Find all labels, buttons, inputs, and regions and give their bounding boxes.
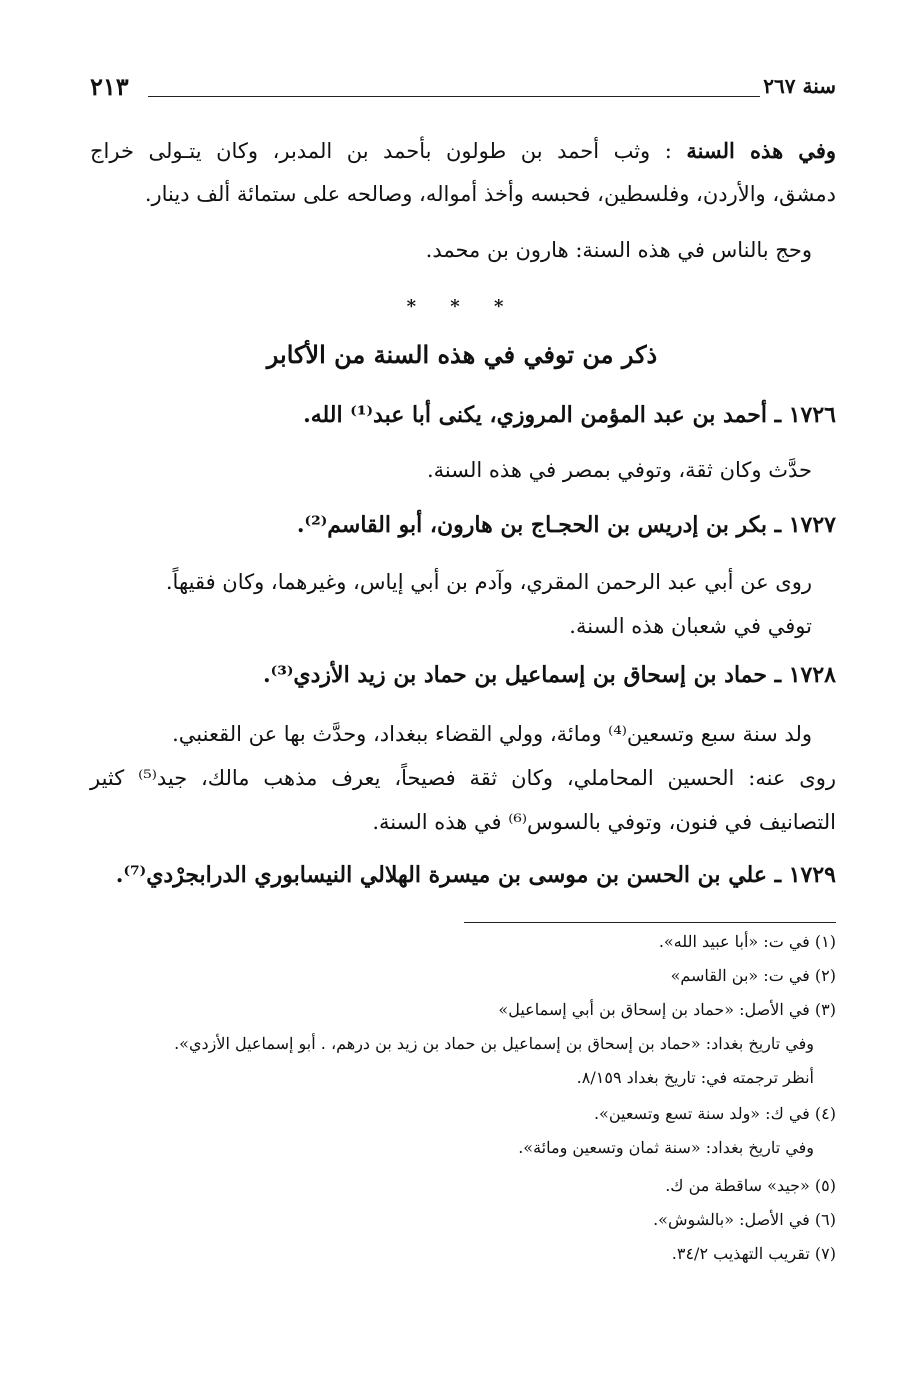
entry-text-1727-2: توفي في شعبان هذه السنة. (569, 614, 812, 638)
header-rule (148, 96, 760, 97)
footnote-rule (464, 922, 836, 923)
entry-heading-1726: ١٧٢٦ ـ أحمد بن عبد المؤمن المروزي، يكنى أبا عبد⁽¹⁾ الله. (303, 402, 836, 428)
intro-lead: وفي هذه السنة (686, 138, 836, 163)
footnote-1: (١) في ت: «أبا عبيد الله». (658, 932, 836, 951)
entry-text-1727-1: روى عن أبي عبد الرحمن المقري، وآدم بن أبي إياس، وغيرهما، وكان فقيهاً. (165, 570, 812, 594)
footnote-3: (٣) في الأصل: «حماد بن إسحاق بن أبي إسماعيل» (498, 1000, 836, 1019)
section-separator: * * * (406, 296, 518, 317)
footnote-2: (٢) في ت: «بن القاسم» (670, 966, 836, 985)
footnote-4-cont: وفي تاريخ بغداد: «سنة ثمان وتسعين ومائة». (518, 1138, 814, 1157)
running-title: سنة ٢٦٧ (763, 74, 836, 98)
footnote-5: (٥) «جيد» ساقطة من ك. (665, 1176, 836, 1195)
footnote-7: (٧) تقريب التهذيب ٣٤/٢. (671, 1244, 836, 1263)
intro-line-1-text: : وثب أحمد بن طولون بأحمد بن المدبر، وكان يتـولى خراج (90, 139, 672, 163)
entry-heading-1727: ١٧٢٧ ـ بكر بن إدريس بن الحجـاج بن هارون، أبو القاسم⁽²⁾. (296, 512, 836, 538)
footnote-6: (٦) في الأصل: «بالشوش». (653, 1210, 836, 1229)
entry-text-1728-2: روى عنه: الحسين المحاملي، وكان ثقة فصيحاً، يعرف مذهب مالك، جيد⁽⁵⁾ كثير (90, 766, 836, 790)
footnote-3-cont-1: وفي تاريخ بغداد: «حماد بن إسحاق بن إسماعيل بن حماد بن زيد بن درهم، . أبو إسماعيل الأزدي». (174, 1034, 814, 1053)
entry-heading-1728: ١٧٢٨ ـ حماد بن إسحاق بن إسماعيل بن حماد بن زيد الأزدي⁽³⁾. (263, 662, 836, 688)
hajj-line: وحج بالناس في هذه السنة: هارون بن محمد. (425, 238, 812, 262)
footnote-4: (٤) في ك: «ولد سنة تسع وتسعين». (593, 1104, 836, 1123)
intro-line-1 (90, 138, 836, 163)
entry-text-1728-1: ولد سنة سبع وتسعين⁽⁴⁾ ومائة، وولي القضاء ببغداد، وحدَّث بها عن القعنبي. (172, 722, 812, 746)
entry-heading-1729: ١٧٢٩ ـ علي بن الحسن بن موسى بن ميسرة الهلالي النيسابوري الدرابجرْدي⁽⁷⁾. (115, 862, 836, 888)
intro-line-2: دمشق، والأردن، وفلسطين، فحبسه وأخذ أمواله، وصالحه على ستمائة ألف دينار. (144, 182, 836, 206)
footnote-3-cont-2: أنظر ترجمته في: تاريخ بغداد ٨/١٥٩. (576, 1068, 814, 1087)
entry-text-1728-3: التصانيف في فنون، وتوفي بالسوس⁽⁶⁾ في هذه السنة. (372, 810, 836, 834)
section-title: ذكر من توفي في هذه السنة من الأكابر (266, 340, 658, 369)
entry-text-1726-1: حدَّث وكان ثقة، وتوفي بمصر في هذه السنة. (426, 458, 812, 482)
page-number: ٢١٣ (90, 72, 129, 101)
